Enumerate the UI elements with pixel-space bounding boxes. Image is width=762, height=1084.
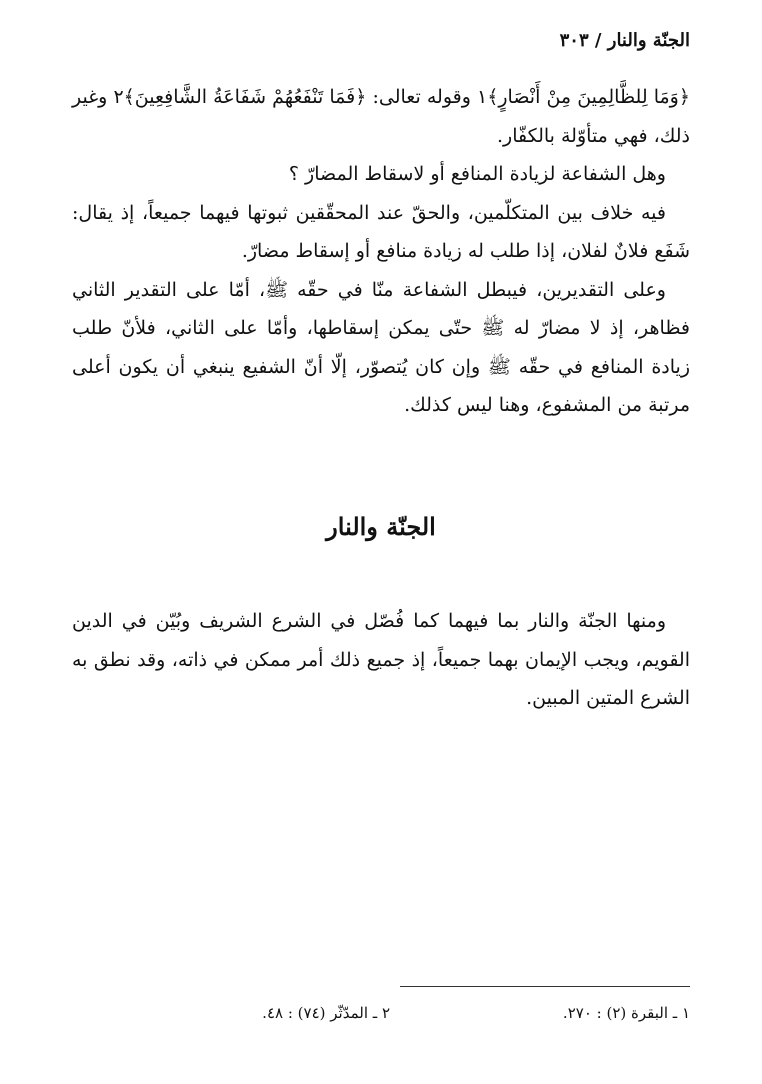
- footnote-2: ٢ ـ المدّثّر (٧٤) : ٤٨.: [262, 1004, 390, 1022]
- section-heading: الجنّة والنار: [326, 512, 436, 541]
- paragraph-quran-citation: ﴿وَمَا لِلظَّالِمِينَ مِنْ أَنْصَارٍ﴾١ وقوله تعالى: ﴿فَمَا تَنْفَعُهُمْ شَفَاعَةُ الشَّافِعِينَ﴾٢ وغير ذلك، فهي متأوّلة بالكفّار.: [72, 86, 690, 147]
- paragraph-argument: وعلى التقديرين، فيبطل الشفاعة منّا في حقّه ﷺ، أمّا على التقدير الثاني فظاهر، إذ لا مضارّ له ﷺ حتّى يمكن إسقاطها، وأمّا على الثاني، فلأنّ طلب زيادة المنافع في حقّه ﷺ وإن كان يُتصوّر، إلّا أنّ الشفيع ينبغي أن يكون أعلى مرتبة من المشفوع، وهنا ليس كذلك.: [72, 278, 690, 416]
- paragraph-question: وهل الشفاعة لزيادة المنافع أو لاسقاط المضارّ ؟: [288, 163, 666, 185]
- footnote-1: ١ ـ البقرة (٢) : ٢٧٠.: [562, 1004, 690, 1022]
- section-text-block: [72, 602, 690, 718]
- running-header: الجنّة والنار / ٣٠٣: [559, 30, 690, 51]
- footnote-divider: [400, 986, 690, 987]
- paragraph-paradise-hell: ومنها الجنّة والنار بما فيهما كما فُصّل في الشرع الشريف وبُيّن في الدين القويم، ويجب الإيمان بهما جميعاً، إذ جميع ذلك أمر ممكن في ذاته، وقد نطق به الشرع المتين المبين.: [72, 610, 690, 709]
- paragraph-disagreement: فيه خلاف بين المتكلّمين، والحقّ عند المحقّقين ثبوتها فيهما جميعاً، إذ يقال: شَفَع فلانٌ لفلان، إذا طلب له زيادة منافع أو إسقاط مضارّ.: [72, 201, 690, 262]
- main-text-block: [72, 78, 690, 425]
